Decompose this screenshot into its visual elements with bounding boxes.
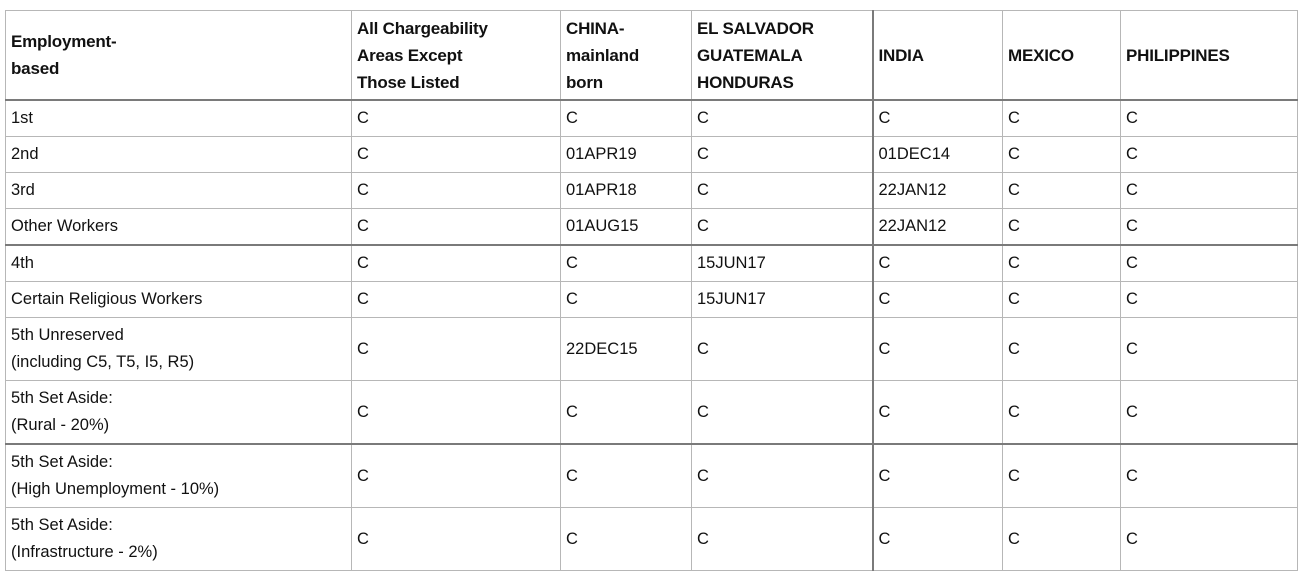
header-mexico: MEXICO [1003, 11, 1121, 101]
table-cell: C [1121, 444, 1298, 508]
table-cell: C [1121, 173, 1298, 209]
table-cell: C [692, 100, 873, 137]
table-row [6, 282, 1298, 318]
table-cell: C [692, 508, 873, 571]
table-cell: C [873, 245, 1003, 282]
table-row [6, 318, 1298, 381]
table-cell: C [561, 245, 692, 282]
row-label: 4th [6, 245, 352, 282]
table-cell: C [352, 209, 561, 246]
table-cell: C [561, 282, 692, 318]
table-cell: 22JAN12 [873, 209, 1003, 246]
row-label: 5th Set Aside: (Rural - 20%) [6, 381, 352, 445]
table-cell: C [873, 100, 1003, 137]
table-cell: C [1121, 318, 1298, 381]
table-row [6, 508, 1298, 571]
row-label: 5th Unreserved (including C5, T5, I5, R5) [6, 318, 352, 381]
table-cell: C [692, 318, 873, 381]
table-cell: C [1121, 381, 1298, 445]
table-cell: C [561, 381, 692, 445]
table-cell: C [352, 282, 561, 318]
table-cell: C [352, 444, 561, 508]
row-label: 5th Set Aside: (Infrastructure - 2%) [6, 508, 352, 571]
table-cell: C [873, 444, 1003, 508]
table-cell: C [352, 100, 561, 137]
row-label: 3rd [6, 173, 352, 209]
table-cell: C [873, 282, 1003, 318]
table-cell: C [561, 508, 692, 571]
header-philippines: PHILIPPINES [1121, 11, 1298, 101]
table-cell: 15JUN17 [692, 245, 873, 282]
header-employment-based: Employment- based [6, 11, 352, 101]
row-label: 5th Set Aside: (High Unemployment - 10%) [6, 444, 352, 508]
table-cell: C [1003, 100, 1121, 137]
table-cell: C [692, 209, 873, 246]
table-cell: C [1121, 508, 1298, 571]
table-cell: C [1121, 209, 1298, 246]
table-cell: C [1003, 508, 1121, 571]
table-cell: C [1003, 209, 1121, 246]
table-cell: C [692, 444, 873, 508]
table-cell: C [692, 137, 873, 173]
table-row [6, 209, 1298, 246]
table-cell: C [873, 508, 1003, 571]
table-row [6, 173, 1298, 209]
table-cell: C [1121, 245, 1298, 282]
table-cell: 01APR19 [561, 137, 692, 173]
table-row [6, 100, 1298, 137]
table-cell: C [1121, 100, 1298, 137]
table-cell: C [1003, 137, 1121, 173]
row-label: Certain Religious Workers [6, 282, 352, 318]
table-cell: 22JAN12 [873, 173, 1003, 209]
table-cell: 01AUG15 [561, 209, 692, 246]
table-row [6, 444, 1298, 508]
header-all-chargeability: All Chargeability Areas Except Those Listed [352, 11, 561, 101]
row-label: 2nd [6, 137, 352, 173]
row-label: Other Workers [6, 209, 352, 246]
table-cell: C [692, 173, 873, 209]
table-cell: C [873, 318, 1003, 381]
table-cell: C [352, 381, 561, 445]
header-el-salvador-guatemala-honduras: EL SALVADOR GUATEMALA HONDURAS [692, 11, 873, 101]
table-cell: C [561, 444, 692, 508]
table-row [6, 245, 1298, 282]
table-cell: C [1003, 381, 1121, 445]
table-row [6, 381, 1298, 445]
table-cell: C [352, 508, 561, 571]
table-cell: C [873, 381, 1003, 445]
row-label: 1st [6, 100, 352, 137]
table-cell: C [692, 381, 873, 445]
table-cell: C [352, 245, 561, 282]
table-cell: C [1003, 444, 1121, 508]
header-china: CHINA- mainland born [561, 11, 692, 101]
table-row [6, 137, 1298, 173]
header-india: INDIA [873, 11, 1003, 101]
table-cell: C [1003, 245, 1121, 282]
table-cell: C [1121, 282, 1298, 318]
table-cell: C [561, 100, 692, 137]
table-cell: 01APR18 [561, 173, 692, 209]
table-cell: C [352, 318, 561, 381]
table-cell: C [1003, 318, 1121, 381]
table-cell: 22DEC15 [561, 318, 692, 381]
table-cell: C [1003, 173, 1121, 209]
table-cell: 01DEC14 [873, 137, 1003, 173]
table-cell: C [352, 173, 561, 209]
table-cell: C [352, 137, 561, 173]
header-row [6, 11, 1298, 101]
visa-bulletin-table [5, 10, 1298, 571]
table-cell: C [1003, 282, 1121, 318]
table-cell: 15JUN17 [692, 282, 873, 318]
table-cell: C [1121, 137, 1298, 173]
